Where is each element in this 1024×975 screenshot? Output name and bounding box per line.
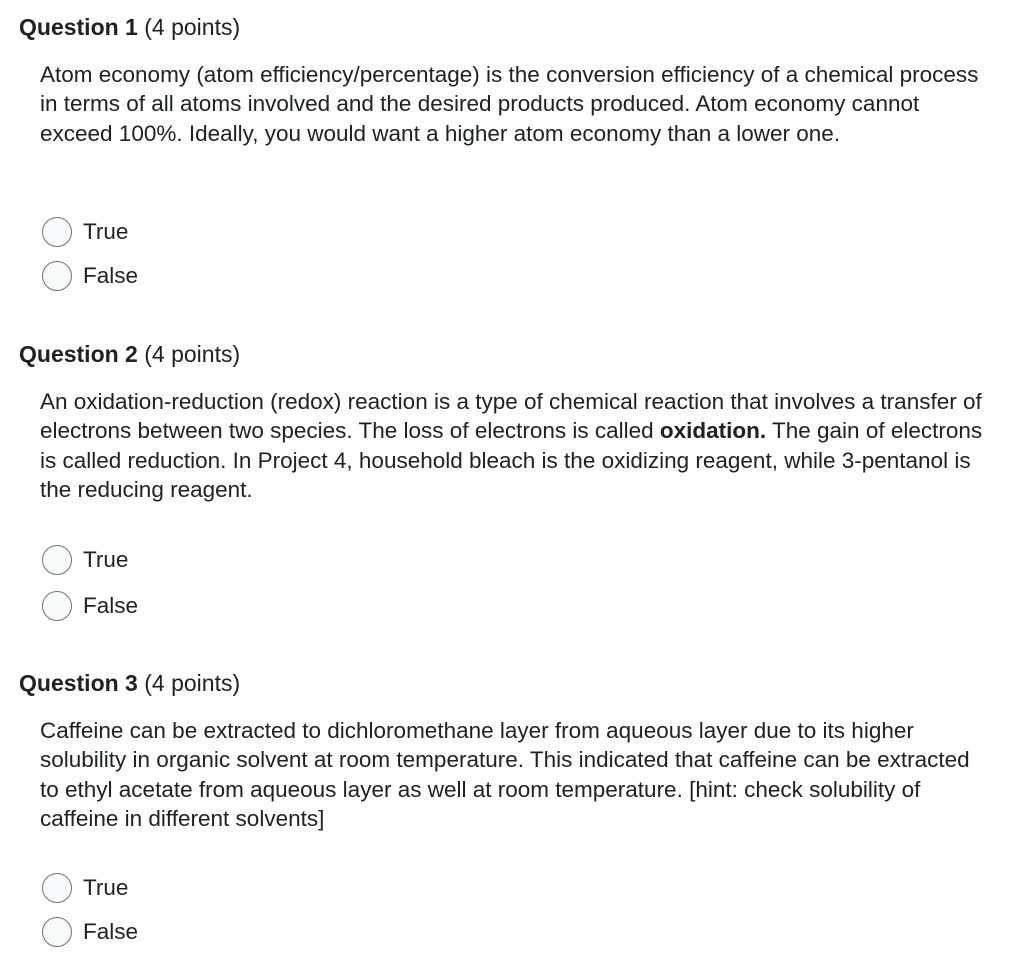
radio-button[interactable] [42,261,72,291]
option-label: True [83,875,129,900]
option-label: True [83,547,129,572]
question-points: (4 points) [144,14,241,40]
radio-button[interactable] [42,217,72,247]
question-text [40,716,990,833]
question-text [40,387,990,504]
option-label: True [83,219,129,244]
option-true[interactable] [42,216,128,248]
question-title: Question 2 [19,341,138,367]
question-text-part: The gain of electrons is called reduction. In Project 4, household bleach is the oxidizing reagent, while 3-pentanol is the reducing reagent. [40,418,983,502]
option-label: False [83,263,139,288]
question-text-part: Atom economy (atom efficiency/percentage) is the conversion efficiency of a chemical process in terms of all atoms involved and the desired products produced. Atom economy cannot exceed 100%. Ideally, you would want a higher atom economy than a lower one. [40,62,979,146]
question-title: Question 1 [19,14,138,40]
option-false[interactable] [42,916,138,948]
radio-button[interactable] [42,873,72,903]
question-text [40,60,990,148]
question-heading [19,12,240,42]
option-true[interactable] [42,872,128,904]
option-label: False [83,593,139,618]
option-false[interactable] [42,590,138,622]
question-text-part: An oxidation-reduction (redox) reaction is a type of chemical reaction that involves a transfer of electrons between two species. The loss of electrons is called [40,389,982,444]
question-heading [19,668,240,698]
question-text-part: Caffeine can be extracted to dichloromethane layer from aqueous layer due to its higher solubility in organic solvent at room temperature. This indicated that caffeine can be extracted to ethyl acetate from aqueous layer as well at room temperature. [hint: check solubility of caffeine in different solvents] [40,718,970,831]
question-text-bold: oxidation. [659,418,767,444]
question-points: (4 points) [144,670,241,696]
question-heading [19,339,240,369]
question-points: (4 points) [144,341,241,367]
radio-button[interactable] [42,917,72,947]
radio-button[interactable] [42,545,72,575]
option-true[interactable] [42,544,128,576]
question-title: Question 3 [19,670,138,696]
option-false[interactable] [42,260,138,292]
radio-button[interactable] [42,591,72,621]
option-label: False [83,919,139,944]
